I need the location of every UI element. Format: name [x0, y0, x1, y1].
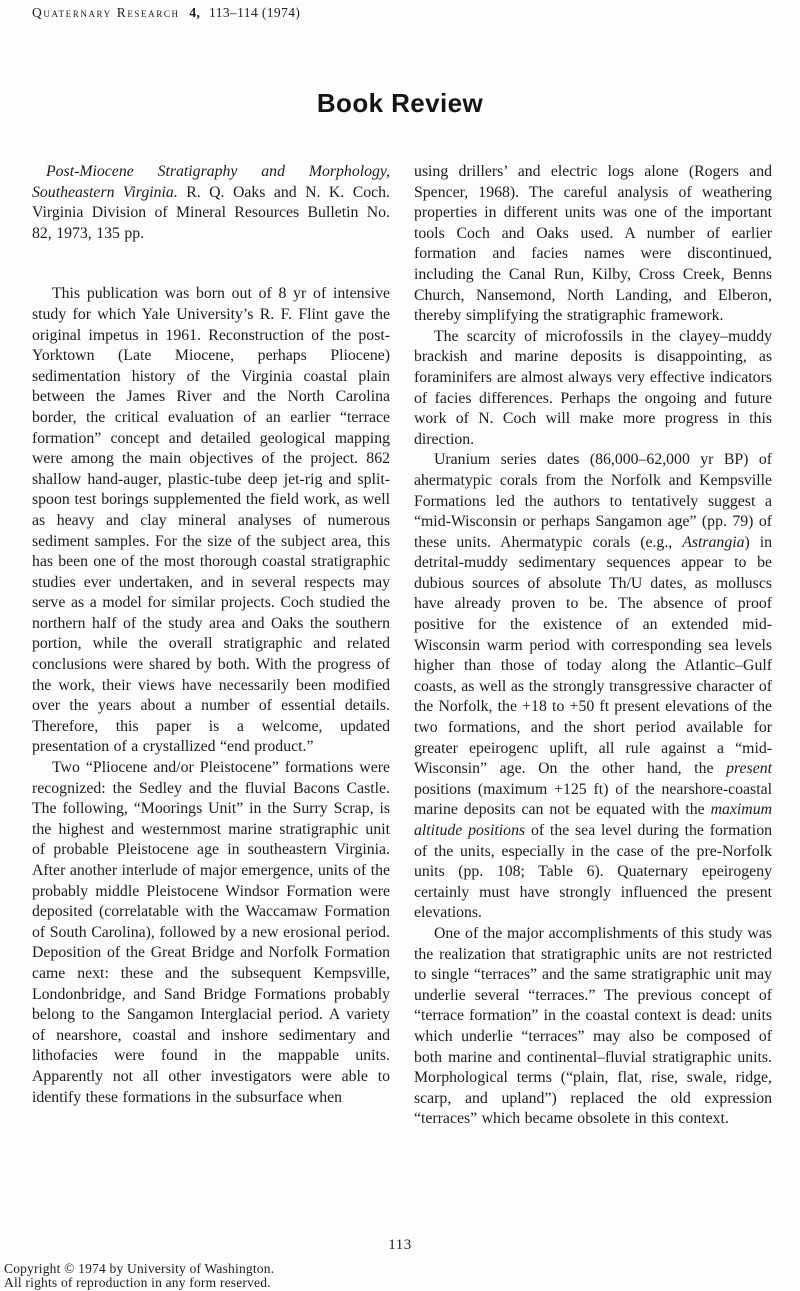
right-column — [414, 162, 772, 1130]
page-number: 113 — [388, 1237, 412, 1253]
journal-pages-year: 113–114 (1974) — [209, 5, 301, 20]
text-segment: One of the major accomplishments of this study was the realization that stratigraphic units are not restricted to single “terraces” and the same stratigraphic unit may underlie several “terraces.” The previous concept of “terrace formation” in the coastal context is dead: units which underlie “terraces” may also be composed of both marine and continental–fluvial stratigraphic units. Morphological terms (“plain, flat, rise, swale, ridge, scarp, and upland”) replaced the old expression “terraces” which became obsolete in this context. — [414, 924, 772, 1128]
two-column-text-block — [32, 162, 772, 1130]
journal-citation-header — [32, 5, 300, 21]
body-paragraph — [414, 924, 772, 1130]
text-segment: positions (maximum +125 ft) of the nearshore-coastal marine deposits can not be equated with the — [414, 780, 772, 819]
copyright-line-1: Copyright © 1974 by University of Washington. — [4, 1261, 275, 1276]
text-segment: The scarcity of microfossils in the clayey–muddy brackish and marine deposits is disappointing, as foraminifers are almost always very effective indicators of facies differences. Perhaps the ongoing and future work of N. Coch will make more progress in this direction. — [414, 327, 772, 448]
body-paragraph — [32, 758, 390, 1108]
text-segment: Two “Pliocene and/or Pleistocene” formations were recognized: the Sedley and the fluvial Bacons Castle. The following, “Moorings Unit” in the Surry Scrap, is the highest and westernmost marine stratigraphic unit of probable Pleistocene age in southeastern Virginia. After another interlude of major emergence, units of the probably middle Pleistocene Windsor Formation were deposited (correlatable with the Waccamaw Formation of South Carolina), followed by a new erosional period. Deposition of the Great Bridge and Norfolk Formation came next: these and the subsequent Kempsville, Londonbridge, and Sand Bridge Formations probably belong to the Sangamon Interglacial period. A variety of nearshore, coastal and inshore sedimentary and lithofacies were found in the mappable units. Apparently not all other investigators were able to identify these formations in the subsurface when — [32, 759, 390, 1106]
journal-name: Quaternary Research — [32, 5, 180, 20]
text-segment: This publication was born out of 8 yr of intensive study for which Yale University’s R. F. Flint gave the original impetus in 1961. Reconstruction of the post-Yorktown (Late Miocene, perhaps Pliocene) sedimentation history of the Virginia coastal plain between the James River and the North Carolina border, the critical evaluation of an earlier “terrace formation” concept and detailed geological mapping were among the main objectives of the project. 862 shallow hand-auger, plastic-tube deep jet-rig and split-spoon test borings supplemented the field work, as well as heavy and clay mineral analyses of numerous sediment samples. For the size of the subject area, this has been one of the most thorough coastal stratigraphic studies ever undertaken, and in several respects may serve as a model for similar projects. Coch studied the northern half of the study area and Oaks the southern portion, while the overall stratigraphic and related conclusions were shared by both. With the progress of the work, their views have necessarily been modified over the years about a number of essential details. Therefore, this paper is a welcome, updated presentation of a crystallized “end product.” — [32, 285, 390, 756]
body-paragraph — [414, 450, 772, 924]
copyright-line-2: All rights of reproduction in any form reserved. — [4, 1274, 271, 1290]
book-citation-paragraph — [32, 162, 390, 244]
journal-volume: 4, — [189, 5, 201, 20]
left-column — [32, 162, 390, 1130]
page-title: Book Review — [316, 88, 484, 118]
text-segment: R. Q. Oaks and N. K. Coch. Virginia Division of Mineral Resources Bulletin No. 82, 1973, 135 pp. — [32, 183, 390, 242]
body-paragraph — [414, 162, 772, 327]
text-segment: ) in detrital-muddy sedimentary sequences appear to be dubious sources of absolute Th/U dates, as molluscs have already proven to be. The absence of proof positive for the existence of an extended mid-Wisconsin warm period with corresponding sea levels higher than those of today along the Atlantic–Gulf coasts, as well as the strongly transgressive character of the Norfolk, the +18 to +50 ft present elevations of the two formations, and the short period available for greater epeirogenc uplift, all rule against a “mid-Wisconsin” age. On the other hand, the — [414, 533, 773, 778]
italic-text-segment: Post-Miocene Stratigraphy and Morphology, Southeastern Virginia. — [32, 163, 390, 201]
body-paragraph — [32, 284, 390, 758]
italic-text-segment: maximum altitude positions — [414, 801, 772, 839]
text-segment: using drillers’ and electric logs alone (Rogers and Spencer, 1968). The careful analysis of weathering properties in different units was one of the important tools Coch and Oaks used. A number of earlier formation and facies names were discontinued, including the Canal Run, Kilby, Cross Creek, Benns Church, Nansemond, North Landing, and Elberon, thereby simplifying the stratigraphic framework. — [414, 163, 772, 325]
text-segment: Uranium series dates (86,000–62,000 yr BP) of ahermatypic corals from the Norfolk and Kempsville Formations led the authors to tentatively suggest a “mid-Wisconsin or perhaps Sangamon age” (pp. 79) of these units. Ahermatypic corals (e.g., — [414, 451, 772, 551]
italic-text-segment: Astrangia — [682, 533, 745, 551]
body-paragraph — [414, 327, 772, 451]
copyright-notice — [4, 1262, 274, 1289]
italic-text-segment: present — [726, 760, 772, 778]
text-segment: of the sea level during the formation of the units, especially in the case of the pre-Norfolk units (pp. 108; Table 6). Quaternary epeirogeny certainly must have strongly influenced the present elevations. — [414, 822, 772, 922]
